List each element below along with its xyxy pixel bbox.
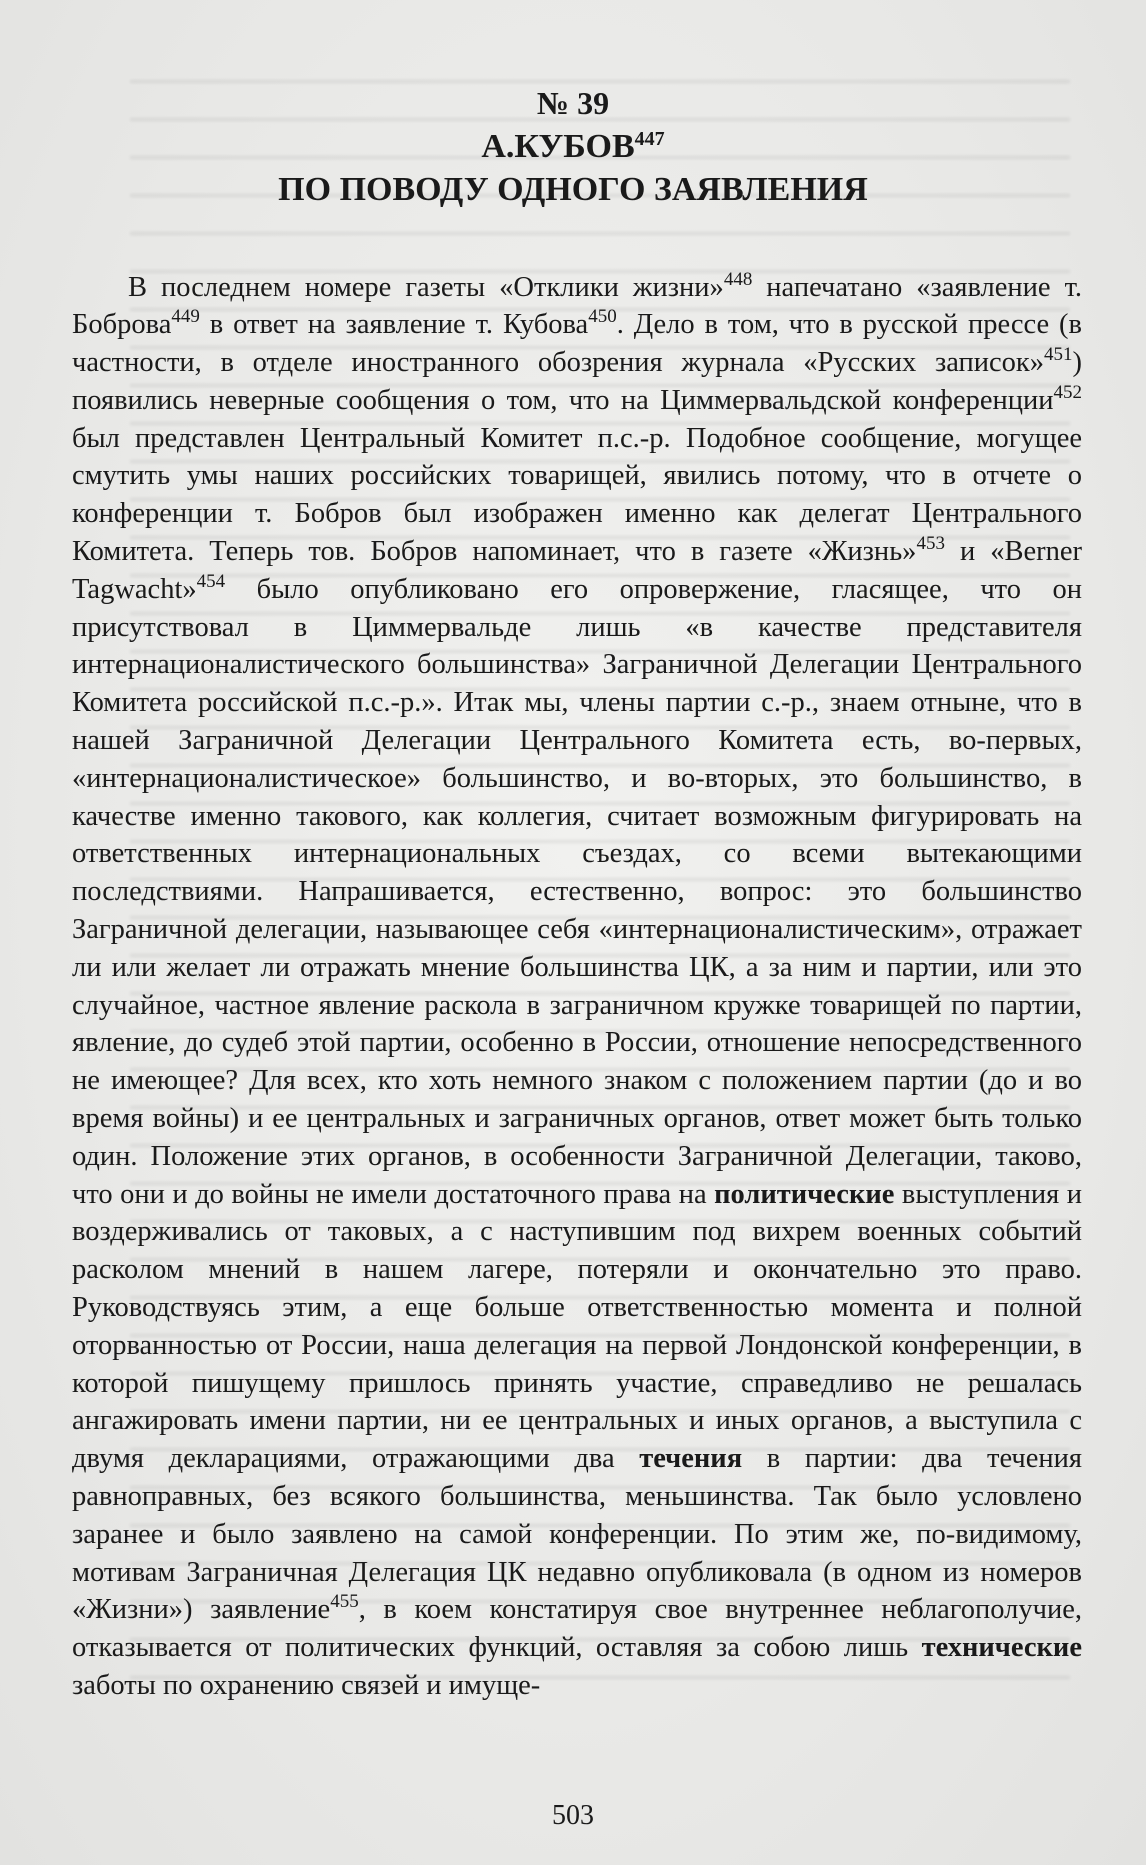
text-run: в партии: два течения равноправных, без всякого большинства, меньшинства. Так было условлено заранее и было заявлено на самой конференции. По этим же, по-видимому, мотивам Заграничная Делегация ЦК недавно опубликовала (в одном из номеров «Жизни») заявление — [72, 1443, 1082, 1626]
footnote-ref: 453 — [916, 533, 945, 555]
document-author-line — [0, 125, 1146, 168]
text-run: заботы по охранению связей и имуще- — [72, 1669, 541, 1701]
text-run: был представлен Центральный Комитет п.с.-р. Подобное сообщение, могущее смутить умы наших российских товарищей, явились потому, что в отчете о конференции т. Бобров был изображен именно как делегат Центрального Комитета. Теперь тов. Бобров напоминает, что в газете «Жизнь» — [72, 422, 1082, 568]
footnote-ref: 447 — [634, 128, 665, 150]
text-run: В последнем номере газеты «Отклики жизни» — [128, 271, 724, 303]
document-author: А.КУБОВ — [481, 128, 635, 165]
body-paragraph — [72, 269, 1082, 1705]
text-run: в ответ на заявление т. Кубова — [199, 309, 589, 341]
footnote-ref: 449 — [171, 306, 200, 328]
text-run: . Дело в том, что в русской прессе (в частности, в отделе иностранного обозрения журнала «Русских записок» — [72, 309, 1082, 379]
footnote-ref: 455 — [330, 1591, 359, 1613]
emphasis-text: технические — [921, 1632, 1082, 1664]
document-heading — [0, 82, 1146, 211]
document-title: ПО ПОВОДУ ОДНОГО ЗАЯВЛЕНИЯ — [278, 171, 868, 208]
text-run: было опубликовано его опровержение, гласящее, что он присутствовал в Циммервальде лишь «в качестве представителя интернационалистического большинства» Заграничной Делегации Центрального Комитета российской п.с.-р.». Итак мы, члены партии с.-р., знаем отныне, что в нашей Заграничной Делегации Центрального Комитета есть, во-первых, «интернационалистическое» большинство, и во-вторых, это большинство, в качестве именно такового, как коллегия, считает возможным фигурировать на ответственных интернациональных съездах, со всеми вытекающими последствиями. Напрашивается, естественно, вопрос: это большинство Заграничной делегации, называющее себя «интернационалистическим», отражает ли или желает ли отражать мнение большинства ЦК, а за ним и партии, или это случайное, частное явление раскола в заграничном кружке товарищей по партии, явление, до судеб этой партии, особенно в России, отношение непосредственного не имеющее? Для всех, кто хоть немного знаком с положением партии (до и во время войны) и ее центральных и заграничных органов, ответ может быть только один. Положение этих органов, в особенности Заграничной Делегации, таково, что они и до войны не имели достаточного права на — [72, 573, 1082, 1210]
emphasis-text: политические — [714, 1178, 895, 1210]
text-run: выступления и воздерживались от таковых, а с наступившим под вихрем военных событий расколом мнений в нашем лагере, потеряли и окончательно это право. Руководствуясь этим, а еще больше ответственностью момента и полной оторванностью от России, наша делегация на первой Лондонской конференции, в которой пишущему пришлось принять участие, справедливо не решалась ангажировать имени партии, ни ее центральных и иных органов, а выступила с двумя декларациями, отражающими два — [72, 1178, 1082, 1475]
page-number: 503 — [552, 1800, 594, 1831]
text-run: и «Berner Tagwacht» — [72, 536, 1082, 605]
footnote-ref: 451 — [1044, 344, 1073, 366]
emphasis-text: течения — [639, 1443, 743, 1475]
footnote-ref: 450 — [588, 306, 617, 328]
text-run: ) появились неверные сообщения о том, что на Циммервальдской конференции — [72, 347, 1082, 416]
document-number: № 39 — [536, 85, 610, 121]
footnote-ref: 454 — [196, 570, 226, 592]
text-run: напечатано «заявление т. Боброва — [72, 271, 1083, 341]
footnote-ref: 448 — [723, 268, 753, 290]
text-run: , в коем констатируя свое внутреннее неблагополучие, отказывается от политических функций, оставляя за собою лишь — [72, 1594, 1082, 1664]
footnote-ref: 452 — [1053, 381, 1082, 403]
